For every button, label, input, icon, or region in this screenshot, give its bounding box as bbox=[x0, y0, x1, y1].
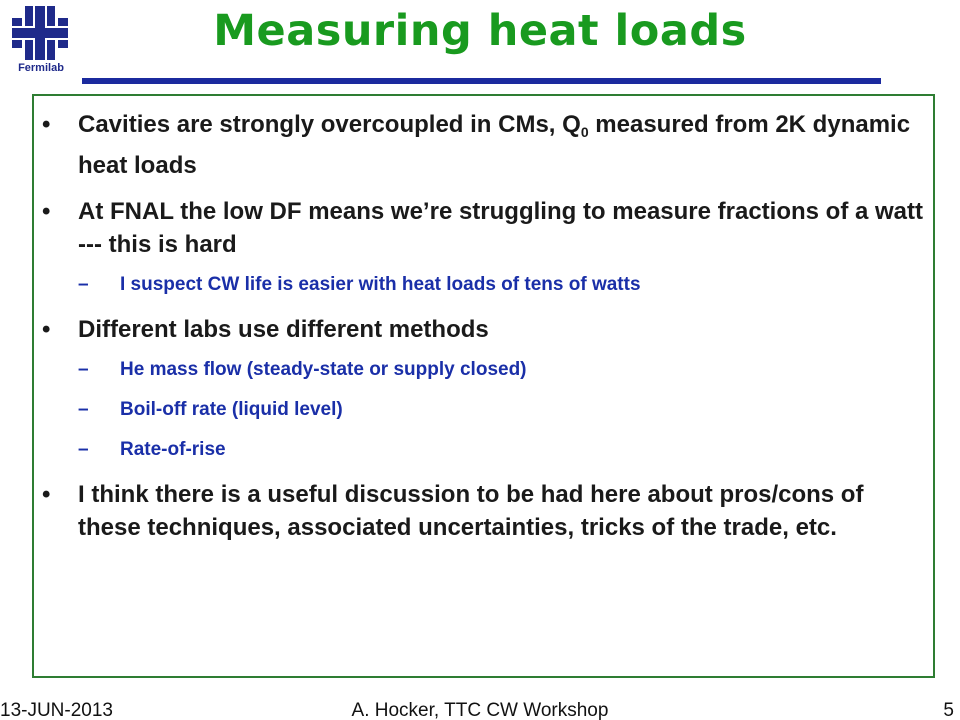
sub-bullet-item bbox=[78, 438, 928, 462]
title-rule bbox=[82, 78, 881, 84]
sub-bullet-item bbox=[78, 358, 928, 382]
bullet-item bbox=[38, 313, 928, 462]
sub-bullet-dash: – bbox=[78, 399, 89, 420]
sub-bullet-dash: – bbox=[78, 359, 89, 380]
sub-bullet-dash: – bbox=[78, 274, 89, 295]
bullet-text-continued: measured from 2K dynamic heat loads bbox=[78, 111, 911, 179]
bullet-item bbox=[38, 108, 928, 182]
bullet-dot: • bbox=[42, 198, 51, 225]
bullet-subscript: 0 bbox=[580, 124, 589, 140]
footer-date: 13-JUN-2013 bbox=[0, 700, 113, 720]
bullet-text: I think there is a useful discussion to be had here about pros/cons of these techniques, associated uncertainties, tricks of the trade, etc. bbox=[78, 481, 864, 541]
footer-page-number: 5 bbox=[943, 700, 954, 720]
bullet-text: At FNAL the low DF means we’re struggling to measure fractions of a watt --- this is hard bbox=[78, 198, 924, 258]
bullet-dot: • bbox=[42, 111, 51, 138]
bullet-item bbox=[38, 478, 928, 544]
footer-author: A. Hocker, TTC CW Workshop bbox=[351, 700, 609, 720]
bullet-item bbox=[38, 195, 928, 297]
sub-bullet-text: I suspect CW life is easier with heat loads of tens of watts bbox=[120, 274, 641, 295]
sub-bullet-item bbox=[78, 273, 928, 297]
sub-bullet-text: He mass flow (steady-state or supply closed) bbox=[120, 359, 527, 380]
bullet-dot: • bbox=[42, 316, 51, 343]
sub-bullet-text: Boil-off rate (liquid level) bbox=[120, 399, 343, 420]
slide-title: Measuring heat loads bbox=[213, 6, 747, 56]
sub-bullet-list bbox=[78, 358, 928, 462]
sub-bullet-dash: – bbox=[78, 439, 89, 460]
bullet-text: Cavities are strongly overcoupled in CMs, Q bbox=[78, 111, 581, 138]
fermilab-logo-text: Fermilab bbox=[18, 62, 64, 74]
bullet-dot: • bbox=[42, 481, 51, 508]
sub-bullet-item bbox=[78, 398, 928, 422]
sub-bullet-text: Rate-of-rise bbox=[120, 439, 226, 460]
bullet-text: Different labs use different methods bbox=[78, 316, 489, 343]
sub-bullet-list bbox=[78, 273, 928, 297]
bullet-list bbox=[38, 108, 928, 557]
